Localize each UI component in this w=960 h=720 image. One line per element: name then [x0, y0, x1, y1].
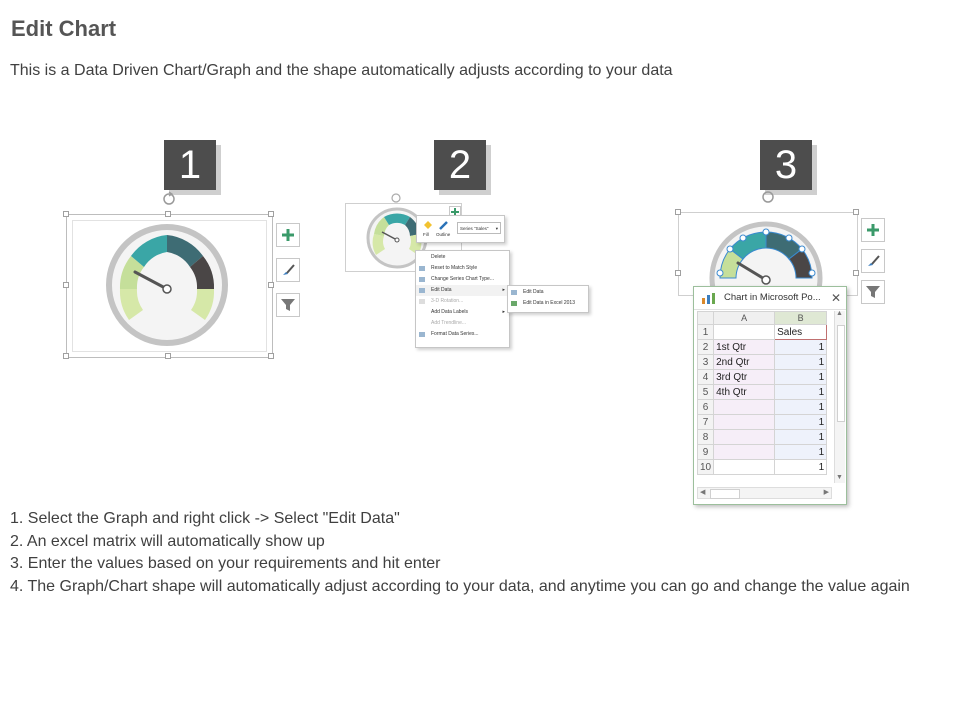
cell-a[interactable]: [714, 460, 775, 475]
corner-cell[interactable]: [698, 312, 714, 325]
resize-handle[interactable]: [165, 353, 171, 359]
vertical-scrollbar[interactable]: [834, 311, 845, 483]
brush-icon: [280, 262, 296, 278]
table-row: [698, 385, 827, 400]
column-header-a[interactable]: A: [714, 312, 775, 325]
table-row: [698, 460, 827, 475]
table-row: [698, 340, 827, 355]
resize-handle[interactable]: [63, 282, 69, 288]
menu-item-delete[interactable]: Delete: [431, 254, 446, 260]
close-icon[interactable]: ✕: [830, 291, 841, 305]
table-row: [698, 415, 827, 430]
cell-a[interactable]: [714, 400, 775, 415]
menu-item-add-data-labels[interactable]: Add Data Labels ▸: [416, 307, 509, 318]
resize-handle[interactable]: [63, 353, 69, 359]
cell-b[interactable]: 1: [775, 430, 827, 445]
gauge-chart-3[interactable]: [708, 218, 824, 293]
chevron-left-icon[interactable]: ◀: [700, 489, 706, 496]
fill-label: Fill: [423, 232, 429, 237]
row-header[interactable]: 1: [698, 325, 714, 340]
submenu-item-edit-data[interactable]: Edit Data: [508, 287, 588, 298]
row-header[interactable]: 7: [698, 415, 714, 430]
row-header[interactable]: 8: [698, 430, 714, 445]
filter-icon: [280, 297, 296, 313]
cell-a[interactable]: [714, 415, 775, 430]
step-2-badge: 2: [434, 140, 486, 190]
instruction-step-2: 2. An excel matrix will automatically show up: [10, 532, 325, 550]
chart-styles-button[interactable]: [276, 258, 300, 282]
chart-elements-button[interactable]: [276, 223, 300, 247]
rotation-icon: [419, 299, 425, 304]
context-menu: [415, 250, 510, 348]
series-dropdown-label: Series "Sales": [460, 226, 489, 231]
chevron-right-icon: ▸: [502, 309, 505, 315]
chart-elements-button[interactable]: [861, 218, 885, 242]
cell-b[interactable]: Sales: [775, 325, 827, 340]
resize-handle[interactable]: [268, 211, 274, 217]
chart-filters-button[interactable]: [276, 293, 300, 317]
table-icon: [419, 288, 425, 293]
row-header[interactable]: 3: [698, 355, 714, 370]
cell-a[interactable]: [714, 445, 775, 460]
chart-styles-button[interactable]: [861, 249, 885, 273]
cell-b[interactable]: 1: [775, 415, 827, 430]
cell-b[interactable]: 1: [775, 385, 827, 400]
step-3-badge: 3: [760, 140, 812, 190]
reset-icon: [419, 266, 425, 271]
cell-b[interactable]: 1: [775, 400, 827, 415]
chart-filters-button[interactable]: [861, 280, 885, 304]
rotate-handle-icon[interactable]: [160, 190, 178, 208]
fill-bucket-icon[interactable]: [422, 219, 434, 231]
instructions-list: [10, 508, 940, 598]
resize-handle[interactable]: [268, 353, 274, 359]
edit-data-submenu: [507, 285, 589, 313]
step-1-badge: 1: [164, 140, 216, 190]
brush-icon: [865, 253, 881, 269]
cell-a[interactable]: 1st Qtr: [714, 340, 775, 355]
row-header[interactable]: 10: [698, 460, 714, 475]
series-dropdown[interactable]: [457, 222, 501, 234]
chart-bars-icon: [702, 293, 716, 304]
chevron-down-icon: ▾: [495, 226, 498, 231]
table-row: [698, 370, 827, 385]
cell-b[interactable]: 1: [775, 460, 827, 475]
chevron-right-icon[interactable]: ▶: [823, 489, 829, 496]
instruction-step-4: 4. The Graph/Chart shape will automatically adjust according to your data, and anytime you can go and change the value again: [10, 577, 910, 595]
page-title: Edit Chart: [11, 16, 117, 41]
table-row: [698, 325, 827, 340]
column-header-b[interactable]: B: [775, 312, 827, 325]
resize-handle[interactable]: [853, 209, 859, 215]
window-title: Chart in Microsoft Po...: [724, 292, 821, 303]
resize-handle[interactable]: [268, 282, 274, 288]
data-grid: [697, 311, 827, 475]
row-header[interactable]: 5: [698, 385, 714, 400]
chevron-up-icon[interactable]: ▲: [836, 310, 843, 317]
page-subtitle: This is a Data Driven Chart/Graph and the shape automatically adjusts according to your data: [10, 62, 673, 79]
horizontal-scrollbar[interactable]: [697, 487, 832, 499]
cell-a[interactable]: [714, 325, 775, 340]
resize-handle[interactable]: [63, 211, 69, 217]
rotate-handle-icon[interactable]: [759, 189, 777, 205]
row-header[interactable]: 9: [698, 445, 714, 460]
plus-icon: [281, 228, 295, 242]
instruction-step-1: 1. Select the Graph and right click -> Select "Edit Data": [10, 510, 400, 527]
chevron-right-icon: ▸: [502, 287, 505, 293]
resize-handle[interactable]: [675, 270, 681, 276]
resize-handle[interactable]: [165, 211, 171, 217]
scrollbar-thumb[interactable]: [837, 325, 845, 422]
table-icon: [511, 290, 517, 295]
row-header[interactable]: 6: [698, 400, 714, 415]
mini-toolbar: [416, 215, 505, 243]
table-row: [698, 355, 827, 370]
excel-icon: [511, 301, 517, 306]
outline-pen-icon[interactable]: [438, 219, 450, 231]
cell-b[interactable]: 1: [775, 445, 827, 460]
resize-handle[interactable]: [675, 209, 681, 215]
scrollbar-thumb[interactable]: [710, 489, 740, 499]
table-row: [698, 430, 827, 445]
cell-b[interactable]: 1: [775, 370, 827, 385]
chart-type-icon: [419, 277, 425, 282]
menu-item-3d-rotation[interactable]: 3-D Rotation...: [416, 296, 509, 307]
rotate-handle-icon[interactable]: [388, 190, 404, 204]
menu-item-change-chart-type[interactable]: Change Series Chart Type...: [416, 274, 509, 285]
plus-icon: [866, 223, 880, 237]
menu-item-edit-data[interactable]: Edit Data ▸: [416, 285, 509, 296]
menu-item-reset-style[interactable]: Reset to Match Style: [416, 263, 509, 274]
submenu-item-edit-data-excel[interactable]: Edit Data in Excel 2013: [508, 298, 588, 309]
menu-item-format-data-series[interactable]: Format Data Series...: [416, 329, 509, 340]
excel-data-window: [693, 286, 847, 505]
table-row: [698, 400, 827, 415]
gauge-chart-1[interactable]: [100, 222, 235, 352]
outline-label: Outline: [436, 232, 451, 237]
table-row: [698, 445, 827, 460]
chevron-down-icon[interactable]: ▼: [836, 474, 843, 481]
menu-item-add-trendline[interactable]: Add Trendline...: [431, 320, 467, 326]
cell-b[interactable]: 1: [775, 340, 827, 355]
format-icon: [419, 332, 425, 337]
instruction-step-3: 3. Enter the values based on your requirements and hit enter: [10, 555, 441, 572]
cell-b[interactable]: 1: [775, 355, 827, 370]
row-header[interactable]: 2: [698, 340, 714, 355]
window-titlebar[interactable]: [694, 287, 846, 310]
row-header[interactable]: 4: [698, 370, 714, 385]
cell-a[interactable]: [714, 430, 775, 445]
cell-a[interactable]: 3rd Qtr: [714, 370, 775, 385]
cell-a[interactable]: 2nd Qtr: [714, 355, 775, 370]
resize-handle[interactable]: [853, 270, 859, 276]
cell-a[interactable]: 4th Qtr: [714, 385, 775, 400]
filter-icon: [865, 284, 881, 300]
